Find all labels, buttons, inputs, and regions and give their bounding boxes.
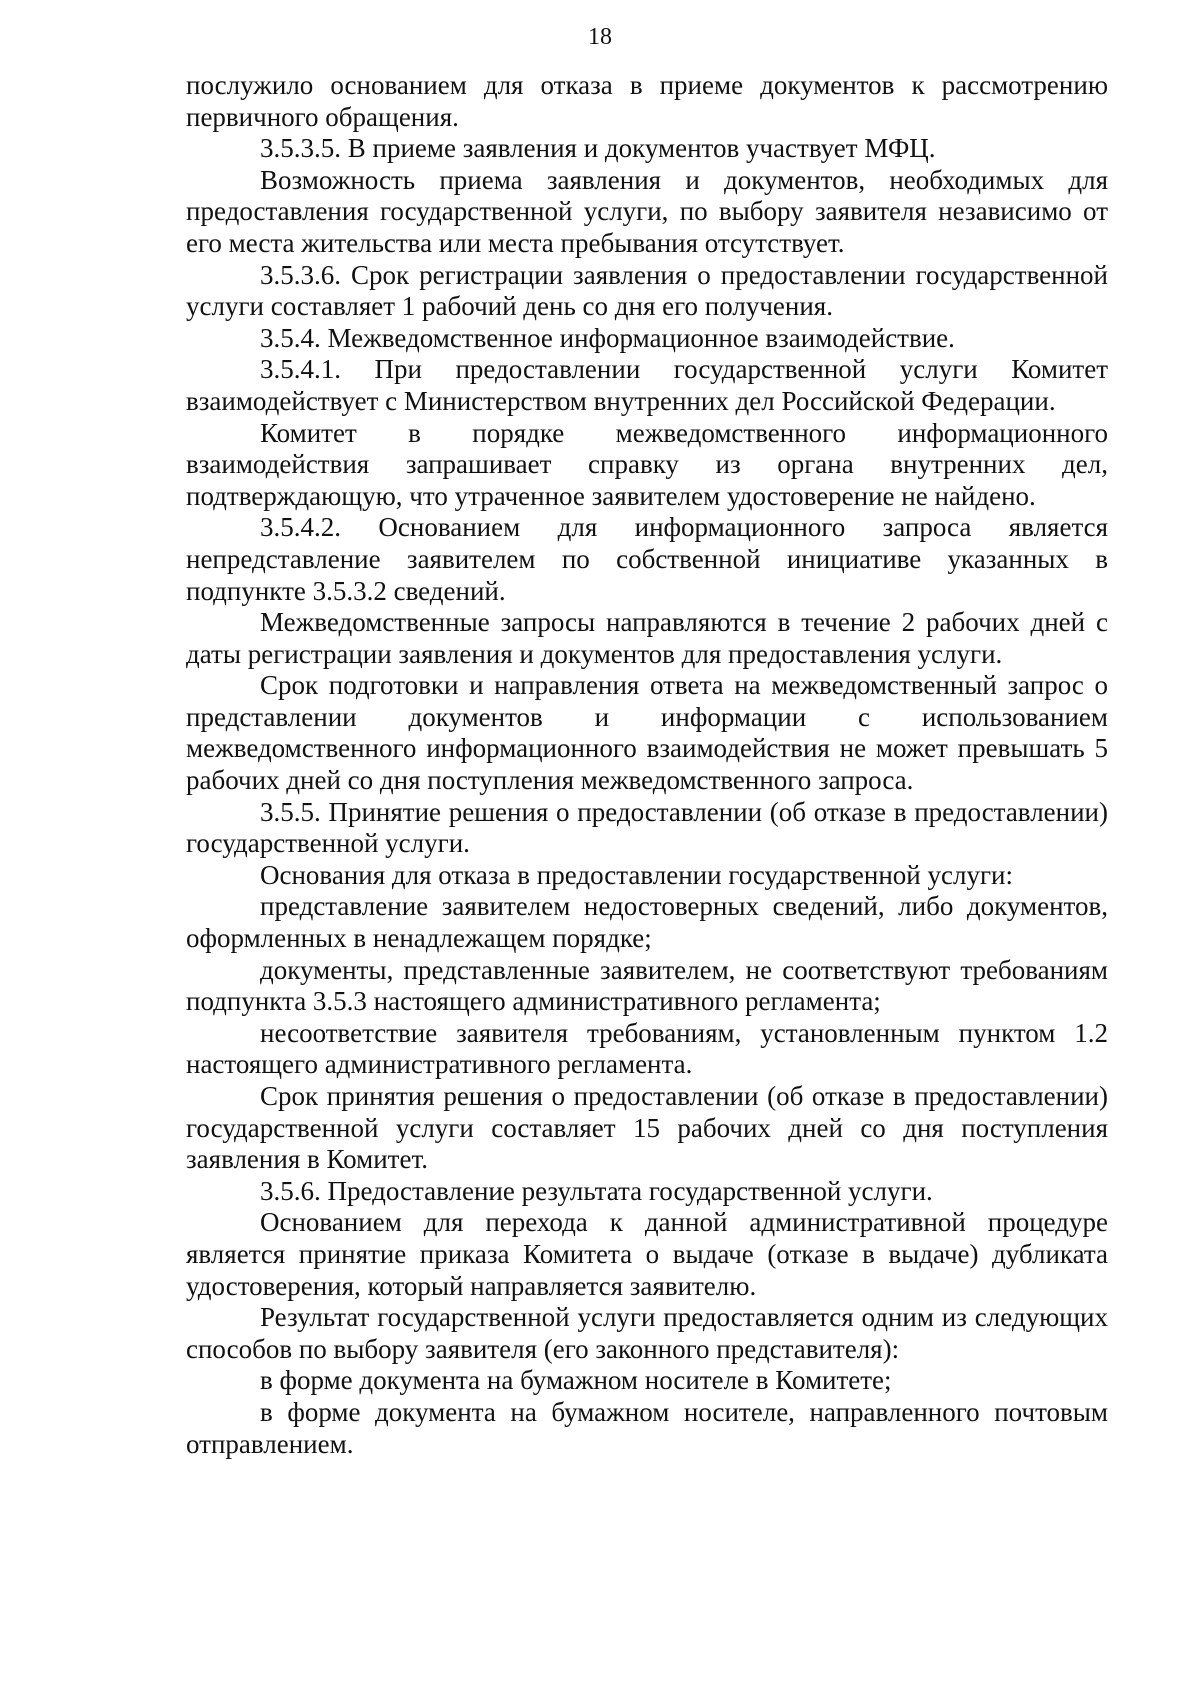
- paragraph: 3.5.5. Принятие решения о предоставлении (об отказе в предоставлении) государственной услуги.: [186, 796, 1108, 859]
- page-number: 18: [588, 24, 612, 50]
- paragraph: 3.5.4. Межведомственное информационное взаимодействие.: [260, 322, 955, 353]
- paragraph: 3.5.3.5. В приеме заявления и документов участвует МФЦ.: [260, 133, 936, 164]
- paragraph: Межведомственные запросы направляются в течение 2 рабочих дней с даты регистрации заявления и документов для предоставления услуги.: [186, 607, 1108, 669]
- paragraph: 3.5.3.6. Срок регистрации заявления о предоставлении государственной услуги составляет 1 рабочий день со дня его получения.: [186, 259, 1108, 322]
- paragraph: послужило основанием для отказа в приеме документов к рассмотрению первичного обращения.: [186, 70, 1108, 132]
- paragraph: в форме документа на бумажном носителе в Комитете;: [260, 1365, 892, 1396]
- paragraph: Комитет в порядке межведомственного информационного взаимодействия запрашивает справку из органа внутренних дел, подтверждающую, что утраченное заявителем удостоверение не найдено.: [186, 417, 1108, 511]
- paragraph: 3.5.4.1. При предоставлении государственной услуги Комитет взаимодействует с Министерством внутренних дел Российской Федерации.: [186, 354, 1108, 416]
- paragraph: документы, представленные заявителем, не соответствуют требованиям подпункта 3.5.3 настоящего административного регламента;: [186, 954, 1108, 1017]
- paragraph: Основания для отказа в предоставлении государственной услуги:: [260, 859, 1013, 890]
- document-body: [186, 70, 1108, 1460]
- paragraph: в форме документа на бумажном носителе, направленного почтовым отправлением.: [186, 1396, 1108, 1459]
- paragraph: представление заявителем недостоверных сведений, либо документов, оформленных в ненадлежащем порядке;: [186, 891, 1108, 954]
- paragraph: 3.5.6. Предоставление результата государственной услуги.: [260, 1175, 933, 1206]
- paragraph: Основанием для перехода к данной административной процедуре является принятие приказа Комитета о выдаче (отказе в выдаче) дубликата удостоверения, который направляется заявителю.: [186, 1207, 1108, 1301]
- paragraph: Срок подготовки и направления ответа на межведомственный запрос о представлении документов и информации с использованием межведомственного информационного взаимодействия не может превышать 5 рабочих дней со дня поступления межведомственного запроса.: [186, 670, 1108, 796]
- paragraph: несоответствие заявителя требованиям, установленным пунктом 1.2 настоящего административного регламента.: [186, 1017, 1108, 1080]
- paragraph: Результат государственной услуги предоставляется одним из следующих способов по выбору заявителя (его законного представителя):: [186, 1302, 1108, 1364]
- paragraph: 3.5.4.2. Основанием для информационного запроса является непредставление заявителем по собственной инициативе указанных в подпункте 3.5.3.2 сведений.: [186, 512, 1108, 606]
- paragraph: Возможность приема заявления и документов, необходимых для предоставления государственной услуги, по выбору заявителя независимо от его места жительства или места пребывания отсутствует.: [186, 164, 1108, 258]
- paragraph: Срок принятия решения о предоставлении (об отказе в предоставлении) государственной услуги составляет 15 рабочих дней со дня поступления заявления в Комитет.: [186, 1081, 1108, 1175]
